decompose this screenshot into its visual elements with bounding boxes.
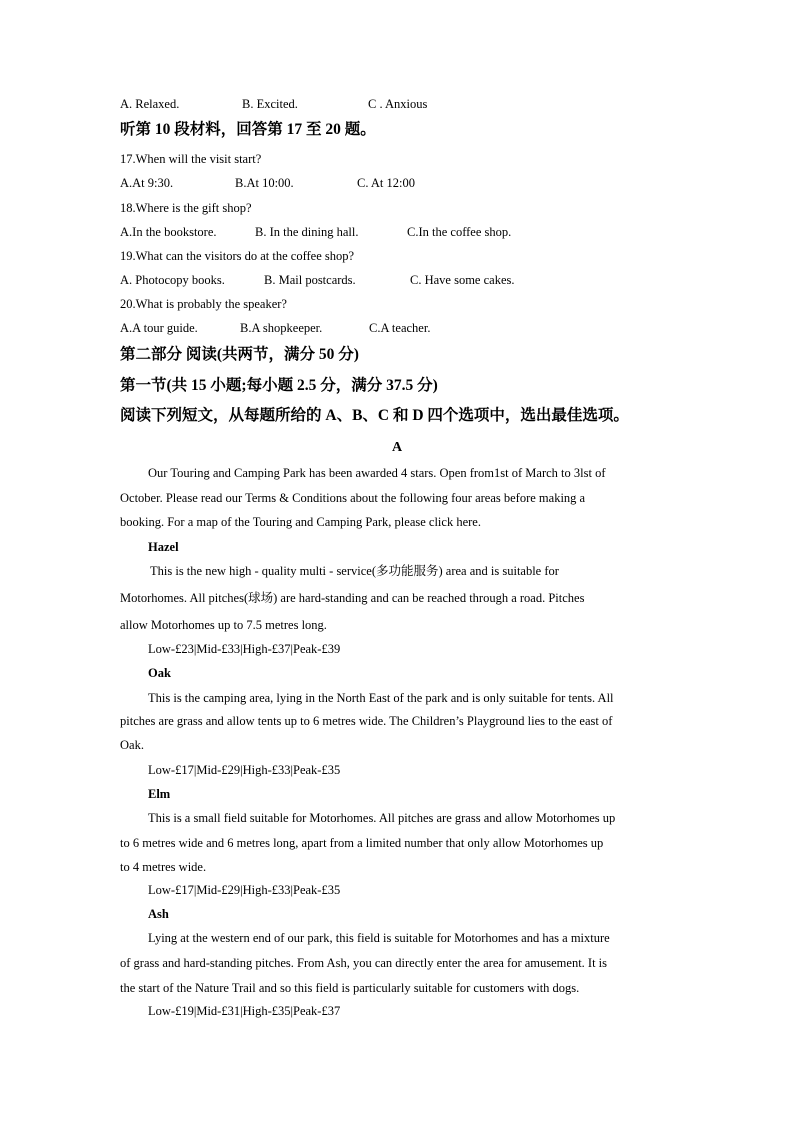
elm-line-2: to 6 metres wide and 6 metres long, apart from a limited number that only allow Motorhomes up [120, 836, 604, 850]
hazel-line-2: Motorhomes. All pitches(球场) are hard-standing and can be reached through a road. Pitches [120, 591, 585, 605]
oak-line-1: This is the camping area, lying in the North East of the park and is only suitable for tents. All [148, 691, 614, 705]
intro-line-1: Our Touring and Camping Park has been awarded 4 stars. Open from1st of March to 3lst of [148, 466, 606, 480]
hazel-prices: Low-£23|Mid-£33|High-£37|Peak-£39 [148, 642, 341, 656]
oak-line-2: pitches are grass and allow tents up to 6 metres wide. The Children’s Playground lies to the east of [120, 714, 613, 728]
ash-prices: Low-£19|Mid-£31|High-£35|Peak-£37 [148, 1004, 341, 1018]
elm-line-1: This is a small field suitable for Motorhomes. All pitches are grass and allow Motorhomes up [148, 811, 616, 825]
part2-heading: 第二部分 阅读(共两节，满分 50 分) [120, 346, 359, 363]
ash-line-1: Lying at the western end of our park, this field is suitable for Motorhomes and has a mixture [148, 931, 610, 945]
area-name-hazel: Hazel [148, 540, 179, 554]
question-18: 18.Where is the gift shop? [120, 201, 252, 215]
q16-option-c: C . Anxious [368, 97, 428, 111]
area-name-oak: Oak [148, 666, 171, 680]
ash-line-2: of grass and hard-standing pitches. From Ash, you can directly enter the area for amusement. It is [120, 956, 608, 970]
passage-label: A [391, 440, 403, 455]
q19-option-b: B. Mail postcards. [264, 273, 356, 287]
q18-option-b: B. In the dining hall. [255, 225, 359, 239]
intro-line-2: October. Please read our Terms & Conditions about the following four areas before making a [120, 491, 586, 505]
section10-heading: 听第 10 段材料，回答第 17 至 20 题。 [120, 121, 376, 138]
q16-option-b: B. Excited. [242, 97, 298, 111]
reading-instruction: 阅读下列短文，从每题所给的 A、B、C 和 D 四个选项中，选出最佳选项。 [120, 407, 629, 424]
oak-line-3: Oak. [120, 738, 144, 752]
intro-line-3: booking. For a map of the Touring and Camping Park, please click here. [120, 515, 481, 529]
q19-option-a: A. Photocopy books. [120, 273, 225, 287]
q20-option-a: A.A tour guide. [120, 321, 198, 335]
elm-prices: Low-£17|Mid-£29|High-£33|Peak-£35 [148, 883, 341, 897]
oak-prices: Low-£17|Mid-£29|High-£33|Peak-£35 [148, 763, 341, 777]
q18-option-c: C.In the coffee shop. [407, 225, 512, 239]
q17-option-a: A.At 9:30. [120, 176, 174, 190]
area-name-ash: Ash [148, 907, 169, 921]
question-19: 19.What can the visitors do at the coffee shop? [120, 249, 355, 263]
hazel-line-3: allow Motorhomes up to 7.5 metres long. [120, 618, 327, 632]
q16-option-a: A. Relaxed. [120, 97, 180, 111]
question-20: 20.What is probably the speaker? [120, 297, 287, 311]
ash-line-3: the start of the Nature Trail and so this field is particularly suitable for customers with dogs. [120, 981, 580, 995]
q19-option-c: C. Have some cakes. [410, 273, 515, 287]
section1-heading: 第一节(共 15 小题;每小题 2.5 分，满分 37.5 分) [120, 377, 438, 394]
hazel-line-1: This is the new high - quality multi - service(多功能服务) area and is suitable for [150, 564, 559, 578]
q20-option-b: B.A shopkeeper. [240, 321, 323, 335]
q18-option-a: A.In the bookstore. [120, 225, 217, 239]
q20-option-c: C.A teacher. [369, 321, 431, 335]
question-17: 17.When will the visit start? [120, 152, 262, 166]
q17-option-c: C. At 12:00 [357, 176, 415, 190]
q17-option-b: B.At 10:00. [235, 176, 294, 190]
area-name-elm: Elm [148, 787, 171, 801]
elm-line-3: to 4 metres wide. [120, 860, 207, 874]
